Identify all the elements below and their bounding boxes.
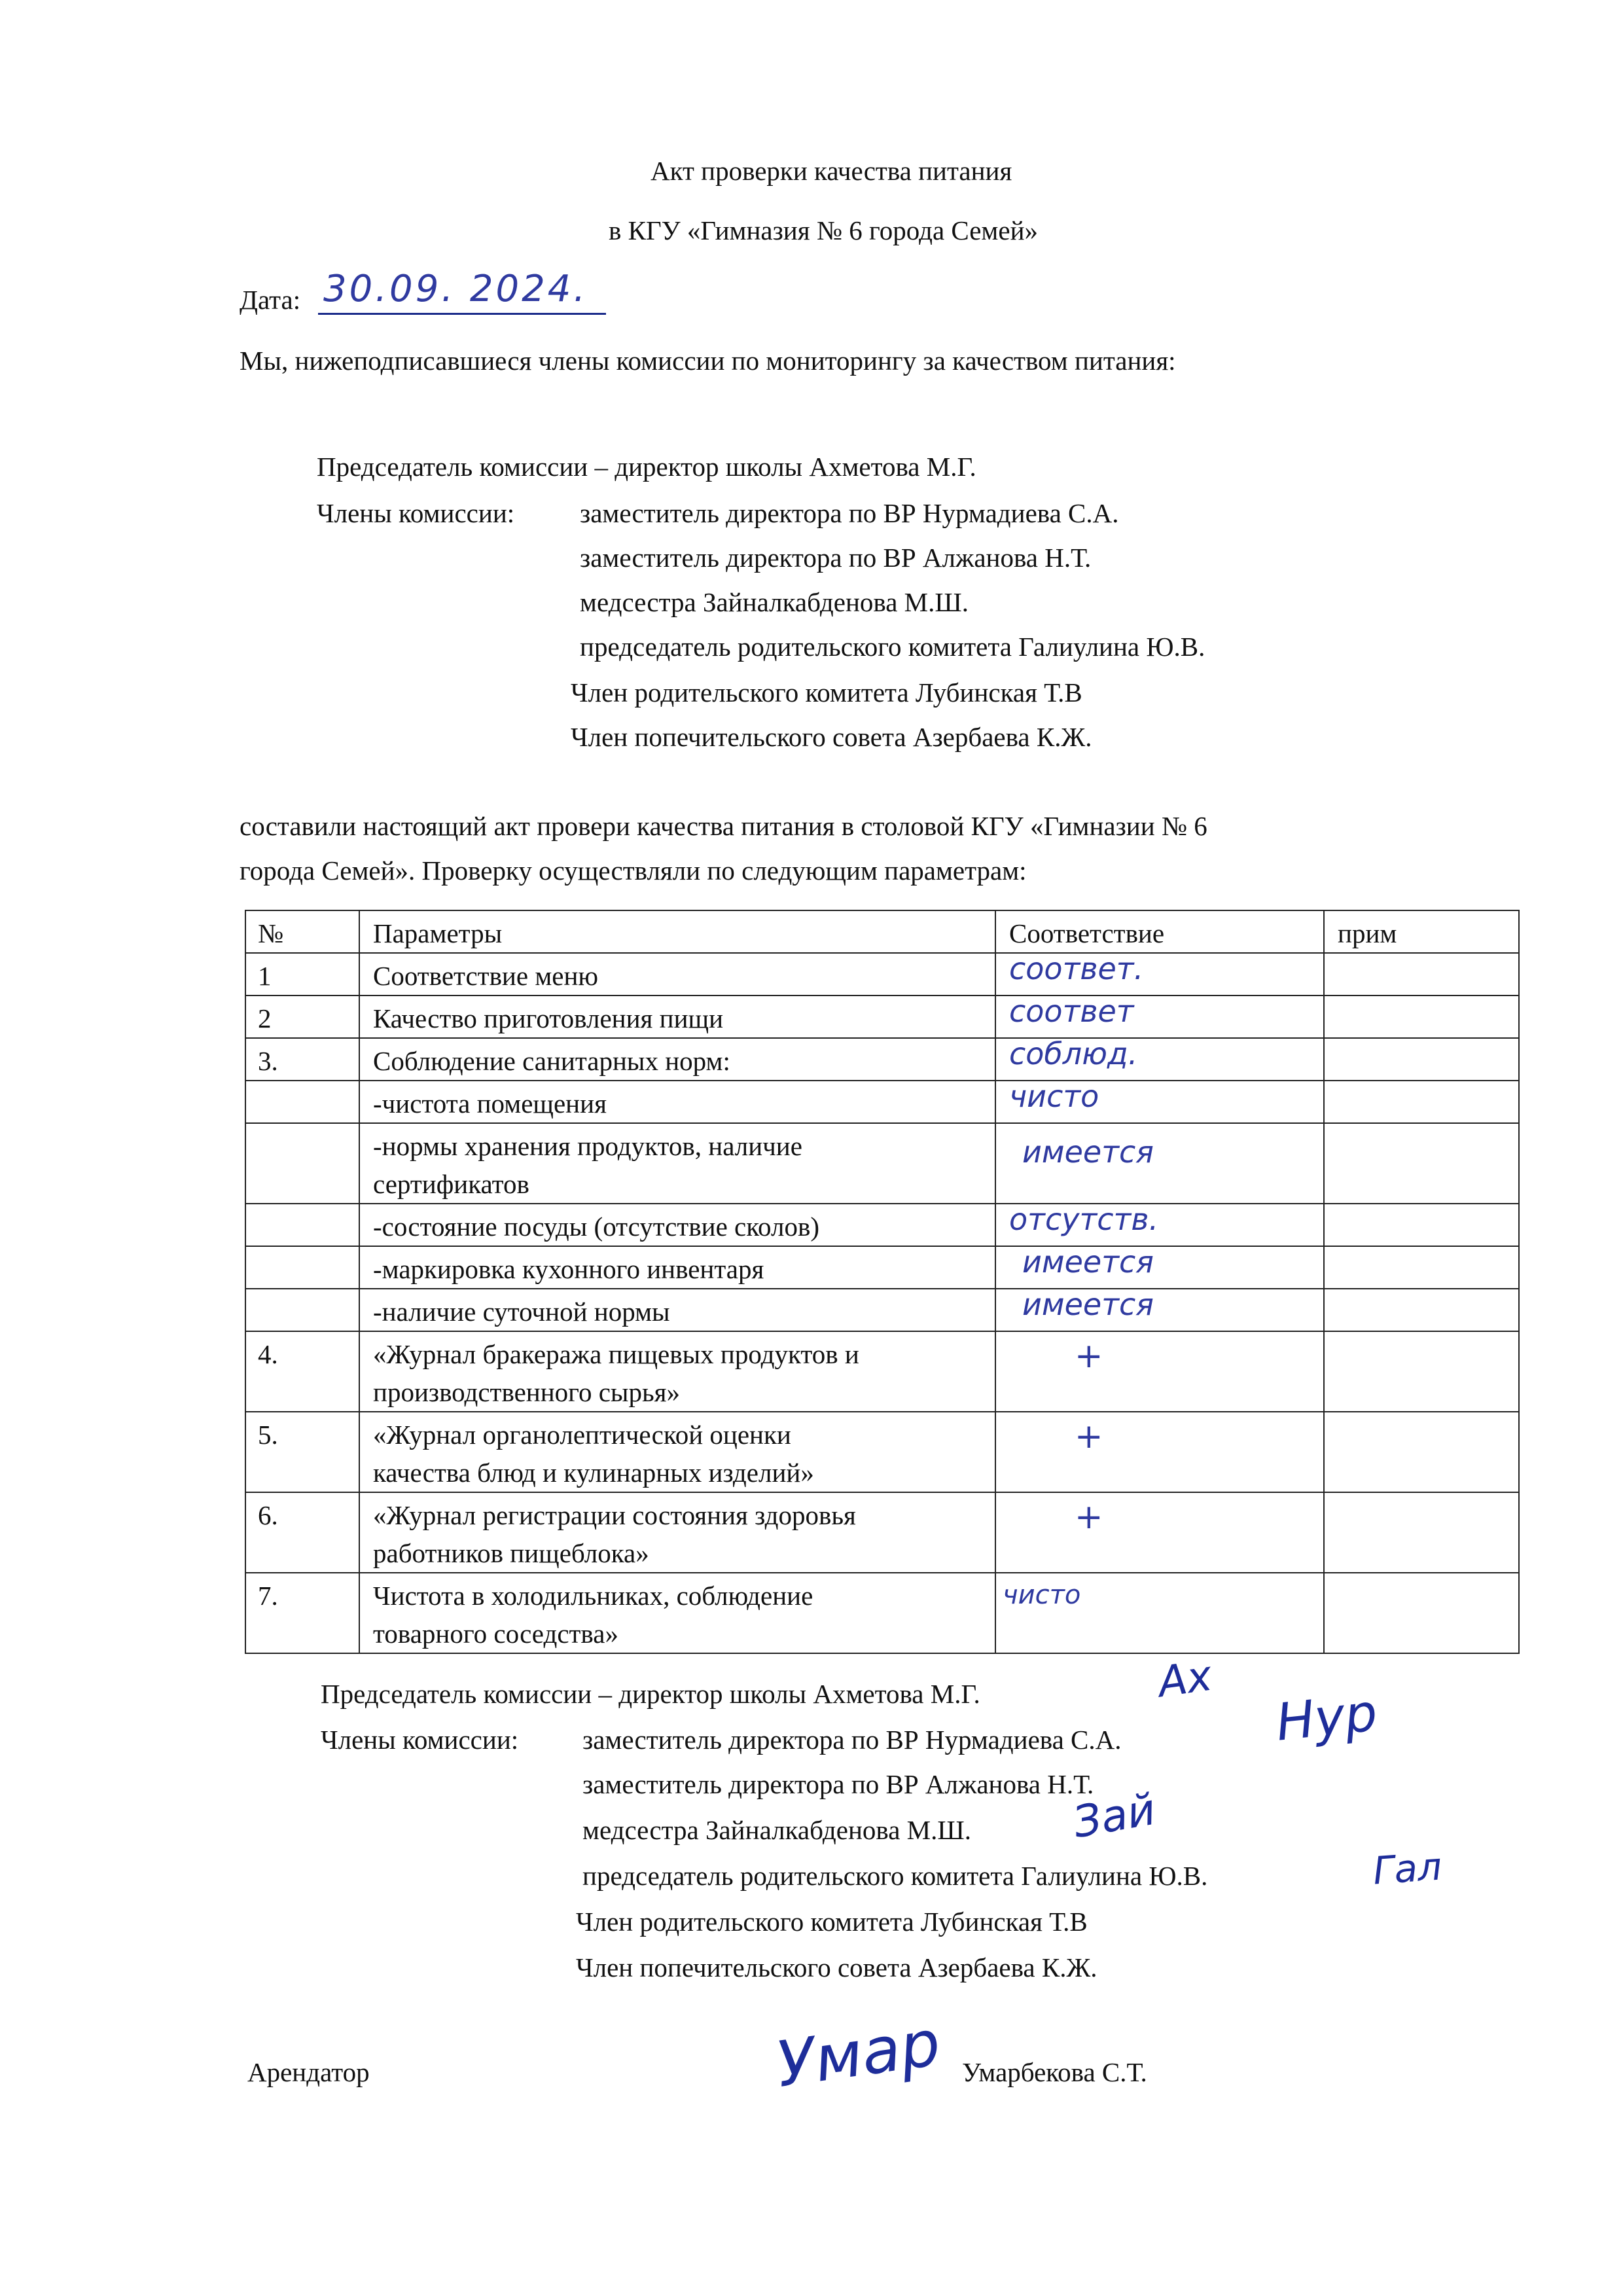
commission-member: Член попечительского совета Азербаева К.Ж. [571,722,1092,752]
parameter-text: «Журнал органолептической оценки [373,1420,791,1450]
tenant-name: Умарбекова С.Т. [962,2057,1147,2087]
row-note [1324,1412,1519,1492]
signature-member4-handwritten: Гал [1371,1844,1444,1893]
row-compliance [995,1412,1324,1492]
table-row [245,1246,1519,1289]
parameter-text: Соблюдение санитарных норм: [373,1046,730,1076]
table-header-cell: № [245,910,359,953]
row-parameter [359,996,995,1038]
row-compliance [995,1492,1324,1573]
row-number [245,1204,359,1246]
row-number: 4. [245,1331,359,1412]
handwritten-mark: имеется [1022,1134,1154,1170]
parameter-text: «Журнал регистрации состояния здоровья [373,1500,856,1530]
handwritten-mark: + [1075,1417,1103,1456]
table-row [245,1038,1519,1081]
signature-chair-handwritten: Ах [1155,1651,1215,1708]
row-note [1324,953,1519,996]
row-compliance [995,1038,1324,1081]
row-number [245,1246,359,1289]
parameter-text: работников пищеблока» [373,1538,649,1568]
parameter-text: качества блюд и кулинарных изделий» [373,1458,814,1488]
signature-member: Член родительского комитета Лубинская Т.В [576,1907,1088,1937]
handwritten-mark: чисто [1009,1079,1099,1114]
date-label: Дата: [240,285,301,315]
row-number [245,1081,359,1123]
signature-member: председатель родительского комитета Галиулина Ю.В. [582,1861,1208,1891]
row-note [1324,1246,1519,1289]
body-text-line: составили настоящий акт провери качества питания в столовой КГУ «Гимназии № 6 [240,811,1207,841]
commission-member: председатель родительского комитета Галиулина Ю.В. [580,632,1205,662]
parameter-text: -маркировка кухонного инвентаря [373,1254,764,1284]
table-row [245,996,1519,1038]
table-row [245,1492,1519,1573]
signature-member3-handwritten: Зай [1069,1784,1160,1848]
row-number: 2 [245,996,359,1038]
row-parameter [359,1204,995,1246]
signature-tenant-handwritten: Умар [772,2006,945,2102]
commission-members-label: Члены комиссии: [317,498,515,528]
table-header-cell: прим [1324,910,1519,953]
row-number [245,1289,359,1331]
signature-member: Член попечительского совета Азербаева К.Ж. [576,1952,1097,1982]
row-number: 6. [245,1492,359,1573]
row-number: 3. [245,1038,359,1081]
row-number: 5. [245,1412,359,1492]
tenant-label: Арендатор [247,2057,370,2087]
parameter-text: Чистота в холодильниках, соблюдение [373,1581,813,1611]
commission-member: заместитель директора по ВР Нурмадиева С.А. [580,498,1119,528]
handwritten-mark: + [1075,1498,1103,1537]
row-parameter [359,1081,995,1123]
date-value: 30.09. 2024. [323,268,588,310]
parameter-text: «Журнал бракеража пищевых продуктов и [373,1339,859,1369]
document-subtitle: в КГУ «Гимназия № 6 города Семей» [609,215,1039,245]
parameters-table [245,910,1520,1654]
table-row [245,1204,1519,1246]
row-note [1324,1081,1519,1123]
row-note [1324,1123,1519,1204]
row-parameter [359,1246,995,1289]
row-number [245,1123,359,1204]
row-parameter [359,1038,995,1081]
handwritten-mark: соответ. [1009,951,1144,986]
commission-member: Член родительского комитета Лубинская Т.В [571,677,1082,708]
handwritten-mark: + [1075,1336,1103,1376]
row-compliance [995,1123,1324,1204]
signature-member: заместитель директора по ВР Алжанова Н.Т. [582,1769,1094,1799]
row-note [1324,1492,1519,1573]
handwritten-mark: отсутств. [1009,1202,1159,1237]
row-note [1324,996,1519,1038]
row-note [1324,1038,1519,1081]
row-note [1324,1573,1519,1653]
row-compliance [995,1331,1324,1412]
parameter-text: -состояние посуды (отсутствие сколов) [373,1211,819,1242]
signature-members-label: Члены комиссии: [321,1725,519,1755]
row-compliance [995,1246,1324,1289]
row-parameter [359,1289,995,1331]
table-row [245,1289,1519,1331]
commission-member: медсестра Зайналкабденова М.Ш. [580,587,969,617]
row-note [1324,1331,1519,1412]
parameter-text: Соответствие меню [373,961,599,991]
parameter-text: товарного соседства» [373,1619,618,1649]
row-compliance [995,1573,1324,1653]
handwritten-mark: имеется [1022,1287,1154,1322]
row-compliance [995,953,1324,996]
table-row [245,1573,1519,1653]
parameter-text: производственного сырья» [373,1377,680,1407]
table-row [245,1331,1519,1412]
row-parameter [359,953,995,996]
signature-member: заместитель директора по ВР Нурмадиева С.А. [582,1725,1122,1755]
signature-member1-handwritten: Нур [1273,1683,1380,1753]
parameter-text: сертификатов [373,1169,529,1199]
commission-member: заместитель директора по ВР Алжанова Н.Т. [580,543,1092,573]
row-compliance [995,1081,1324,1123]
parameter-text: -нормы хранения продуктов, наличие [373,1131,802,1161]
row-parameter [359,1123,995,1204]
parameter-text: Качество приготовления пищи [373,1003,724,1033]
handwritten-mark: соблюд. [1009,1036,1138,1071]
table-header-row [245,910,1519,953]
row-number: 7. [245,1573,359,1653]
handwritten-mark: имеется [1022,1244,1154,1280]
commission-chair: Председатель комиссии – директор школы Ахметова М.Г. [317,452,976,482]
signature-member: медсестра Зайналкабденова М.Ш. [582,1815,971,1845]
handwritten-mark: чисто [1003,1580,1081,1610]
handwritten-mark: соответ [1009,994,1134,1029]
date-underline [318,313,606,315]
document-title: Акт проверки качества питания [651,156,1012,186]
parameter-text: -чистота помещения [373,1088,607,1119]
table-header-cell: Соответствие [995,910,1324,953]
table-row [245,1412,1519,1492]
table-row [245,1123,1519,1204]
signature-chair: Председатель комиссии – директор школы Ахметова М.Г. [321,1679,980,1709]
row-parameter [359,1412,995,1492]
row-parameter [359,1492,995,1573]
row-number: 1 [245,953,359,996]
table-row [245,953,1519,996]
row-compliance [995,1204,1324,1246]
table-row [245,1081,1519,1123]
body-text-line: города Семей». Проверку осуществляли по следующим параметрам: [240,855,1027,886]
row-parameter [359,1331,995,1412]
intro-text: Мы, нижеподписавшиеся члены комиссии по мониторингу за качеством питания: [240,346,1176,376]
row-note [1324,1204,1519,1246]
row-note [1324,1289,1519,1331]
row-compliance [995,1289,1324,1331]
row-parameter [359,1573,995,1653]
parameter-text: -наличие суточной нормы [373,1297,670,1327]
table-header-cell: Параметры [359,910,995,953]
row-compliance [995,996,1324,1038]
